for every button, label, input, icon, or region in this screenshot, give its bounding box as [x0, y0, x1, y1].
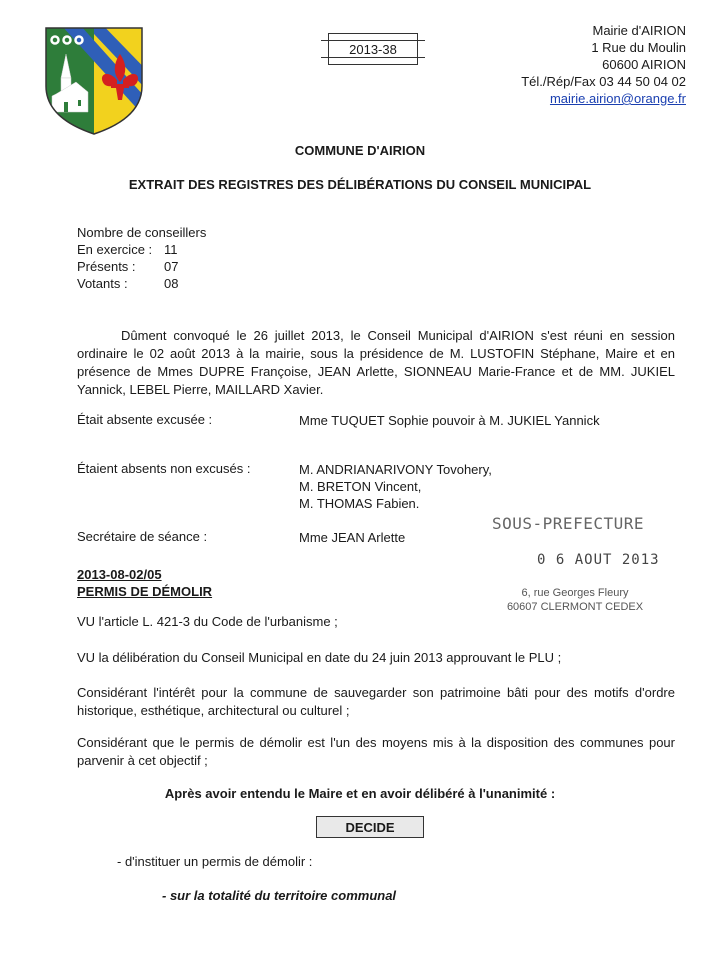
count-label: Présents : — [77, 259, 136, 274]
stamp-address — [490, 586, 660, 614]
coat-of-arms-icon — [42, 26, 146, 136]
stamp-date: 0 6 AOUT 2013 — [537, 552, 660, 568]
count-value: 11 — [164, 242, 178, 257]
count-value: 07 — [164, 259, 179, 274]
considerant-permis: Considérant que le permis de démolir est l'un des moyens mis à la disposition des communes pour parvenir à cet objectif ; — [77, 735, 675, 768]
decide-label: DECIDE — [345, 819, 395, 835]
reference-box — [328, 33, 418, 65]
stamp-address-line: 60607 CLERMONT CEDEX — [506, 601, 644, 613]
count-label: Votants : — [77, 276, 128, 291]
decide-box — [316, 816, 424, 838]
absent-excusee-value: Mme TUQUET Sophie pouvoir à M. JUKIEL Yannick — [299, 413, 600, 428]
totalite-line: - sur la totalité du territoire communal — [162, 888, 397, 903]
commune-title: COMMUNE D'AIRION — [294, 143, 426, 158]
stamp-address-line: 6, rue Georges Fleury — [521, 587, 629, 599]
considerant-patrimoine: Considérant l'intérêt pour la commune de sauvegarder son patrimoine bâti pour des motifs d'ordre historique, esthétique, architectural ou culturel ; — [77, 685, 675, 718]
mairie-line: Tél./Rép/Fax 03 44 50 04 02 — [521, 74, 686, 89]
instituer-line: - d'instituer un permis de démolir : — [117, 854, 313, 869]
extrait-title: EXTRAIT DES REGISTRES DES DÉLIBÉRATIONS DU CONSEIL MUNICIPAL — [128, 177, 592, 192]
apres-deliberation: Après avoir entendu le Maire et en avoir délibéré à l'unanimité : — [164, 786, 556, 801]
absents-non-excuses-label: Étaient absents non excusés : — [77, 461, 251, 476]
vu-deliberation: VU la délibération du Conseil Municipal en date du 24 juin 2013 approuvant le PLU ; — [77, 650, 562, 665]
deliberation-reference — [77, 566, 212, 600]
email-link[interactable]: mairie.airion@orange.fr — [549, 91, 686, 106]
mairie-line: 60600 AIRION — [602, 57, 686, 72]
absent-name: M. THOMAS Fabien. — [299, 496, 420, 511]
mairie-line: Mairie d'AIRION — [592, 23, 686, 38]
convocation-paragraph: Dûment convoqué le 26 juillet 2013, le Conseil Municipal d'AIRION s'est réuni en session ordinaire le 02 août 2013 à la mairie, sous la présidence de M. LUSTOFIN Stéphane, Maire et en présence de Mmes DUPRE Françoise, JEAN Arlette, SIONNEAU Marie-France et de MM. JUKIEL Yannick, LEBEL Pierre, MAILLARD Xavier. — [77, 328, 675, 397]
deliberation-number: 2013-08-02/05 — [77, 567, 162, 582]
count-row — [77, 241, 206, 258]
secretaire-label: Secrétaire de séance : — [77, 529, 208, 544]
reference-number: 2013-38 — [349, 41, 397, 57]
count-row — [77, 258, 206, 275]
count-row — [77, 275, 206, 292]
stamp-title: SOUS-PREFECTURE — [492, 514, 644, 533]
mairie-address — [521, 22, 686, 107]
deliberation-subject: PERMIS DE DÉMOLIR — [77, 584, 213, 599]
secretaire-value: Mme JEAN Arlette — [299, 530, 406, 545]
count-value: 08 — [164, 276, 179, 291]
conseillers-counts — [77, 224, 206, 292]
absents-non-excuses-list — [299, 461, 492, 512]
absent-excusee-label: Était absente excusée : — [77, 412, 213, 427]
count-label: En exercice : — [77, 242, 153, 257]
absent-name: M. ANDRIANARIVONY Tovohery, — [299, 462, 492, 477]
counts-heading: Nombre de conseillers — [77, 225, 207, 240]
mairie-line: 1 Rue du Moulin — [591, 40, 686, 55]
absent-name: M. BRETON Vincent, — [299, 479, 422, 494]
vu-article: VU l'article L. 421-3 du Code de l'urbanisme ; — [77, 614, 338, 629]
